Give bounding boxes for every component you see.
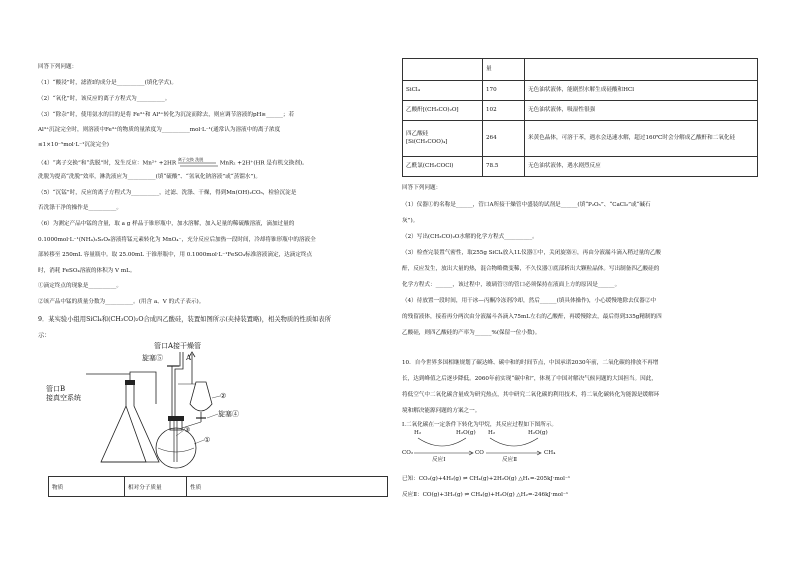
row-name: 乙酰氯(CH₃COCl) [403,157,483,177]
scheme-reaction-1: 反应Ⅰ [432,457,446,463]
question-2: （2）“氧化”时，该反应的离子方程式为__________。 [38,96,171,102]
label-1: ① [204,436,211,444]
properties-table [402,58,758,177]
row-prop: 米黄色晶体，可溶于苯，遇水会迅速水解，超过160℃时会分解成乙酸酐和二氧化硅 [525,121,758,157]
r-question-4-line1: （4）待放置一段时间，用干冰—丙酮冷冻剂冷却，然后______(填具体操作)，小心缓慢地除去仪器②中 [402,298,657,304]
scheme-h2o-1: H₂O(g) [456,430,476,436]
q4-post: MnR₂ +2H⁺(HR 是有机交换剂)。 [219,160,308,167]
row-name: SiCl₄ [403,81,483,101]
r-question-3-line3: 化学方程式：______，该过程中，玻璃管③的管口必须保持在液面上方的原因是______。 [402,282,621,288]
table-cell [403,59,483,81]
question-6-line2: 0.1000mol·L⁻¹(NH₄)₂S₂O₈溶液将锰元素转化为 MnO₄⁻，充分反应后加热一段时间，冷却将锥形瓶中的溶液全 [38,237,316,243]
r-question-4-line3: 乙酸硅，则四乙酸硅的产率为______%(保留一位小数)。 [402,330,541,336]
question-10-line4: 境和解决能源问题的方案之一。 [402,408,481,414]
equation-1: 已知：CO₂(g)+4H₂(g) ⇌ CH₄(g)+2H₂O(g) △H₁=-205kJ·mol⁻¹ [402,476,571,482]
question-10-line3: 将低空气中二氧化碳含量成为研究热点，其中研究二氧化碳的利用技术，将二氧化碳转化为能源是缓解环 [402,392,660,398]
question-9-line1: 9．某实验小组用SiCl₄和(CH₃CO)₂O合成四乙酸硅，装置如图所示(夹持装置略)，相关物质的性质如表所 [38,316,332,323]
equilibrium-arrow-icon [178,159,218,167]
col-property: 性质 [187,477,388,497]
properties-table-header [48,476,388,497]
port-a-label: 管口A接干燥管 [154,342,202,350]
question-4-line2: 洗脱为提高“洗脱”效率，淋洗液应为__________(填“硫酸”、“氢氧化钠溶液”或“蒸馏水”)。 [38,174,262,180]
r-question-3-line1: （3）检查完装置气密性，取255g SiCl₄放入1L仪器①中，关闭旋塞⑥，再由分液漏斗滴入稍过量的乙酸 [402,250,661,256]
question-3-line2: Al³⁺沉淀完全时，则溶液中Fe³⁺的物质的量浓度为__________mol·L⁻¹(通常认为溶液中的离子浓度 [38,127,281,133]
question-6-sub1: ①滴定终点的现象是__________。 [38,283,122,289]
question-9-line2: 示： [38,332,51,339]
right-intro: 回答下列问题： [402,185,442,191]
question-3-line1: （3）“除杂”时，使用氨水的目的是将 Fe³⁺和 Al³⁺转化为沉淀而除去，则应调节溶液的pH≥______；若 [38,112,295,118]
label-3: ③ [184,426,191,434]
question-6-line1: （6）为测定产品中锰的含量，取 a g 样品于锥形瓶中，加水溶解，加入足量的稀硫酸溶液，滴加过量的 [38,221,295,227]
question-6-line3: 部转移至 250mL 容量瓶中。取 25.00mL 于锥形瓶中，用 0.1000mol·L⁻¹FeSO₄标准溶液滴定，达滴定终点 [38,252,313,258]
row-prop: 无色油状液体，吸湿性很强 [525,101,758,121]
table-row [403,101,758,121]
q4-arrow-label: 离子交换 洗脱 [177,157,204,162]
vacuum-system-label: 接真空系统 [46,394,81,402]
question-5-line1: （5）“沉锰”时，反应的离子方程式为__________，过滤、洗涤、干燥，得到Mn(OH)₂CO₃，检验沉淀是 [38,190,297,196]
scheme-h2-1: H₂ [414,430,422,436]
question-10-line1: 10．自今世界多国相继规划了碳达峰、碳中和的时间节点，中国承诺2030年前，二氧化碳的排放不再增 [402,360,659,366]
r-question-1-line1: （1）仪器①的名称是______，管口A所接干燥管中盛装的试剂是______(填“P₂O₅”、“CaCl₂”或“碱石 [402,202,651,208]
question-10-part1: Ⅰ.二氧化碳在一定条件下转化为甲烷，其反应过程如下图所示。 [402,422,558,428]
label-2: ② [220,392,227,400]
left-intro: 回答下列问题： [38,64,78,70]
question-1: （1）“酸浸”时，滤渣I的成分是__________(填化学式)。 [38,80,177,86]
row-mass: 264 [483,121,525,157]
question-10-line2: 长，达到峰值之后逐步降低。2060年前实现“碳中和”，体现了中国对解决气候问题的大国担当。因此， [402,376,657,382]
table-row [403,157,758,177]
equation-2: 反应Ⅱ：CO(g)+3H₂(g) ⇌ CH₄(g)+H₂O(g) △H₂=-246kJ·mol⁻¹ [402,492,569,498]
row-mass: 78.5 [483,157,525,177]
valve-5-label: 旋塞⑤ [142,354,163,362]
question-6-line4: 时，消耗 FeSO₄溶液的体积为 V mL。 [38,268,136,274]
r-question-3-line2: 酐，反应发生，放出大量的热，混合物略微变稀，不久仪器①底部析出大颗粒晶体。写出制备四乙酸硅的 [402,266,660,272]
question-5-line2: 否洗涤干净的操作是__________。 [38,205,122,211]
scheme-h2-2: H₂ [488,430,496,436]
question-4-line1 [38,159,308,168]
port-b-label: 管口B [46,385,66,393]
r-question-1-line2: 灰”)。 [402,218,419,224]
row-name: 四乙酸硅 [Si(CH₃COO)₄] [403,121,483,157]
r-question-4-line2: 的残留液体，接着再分两次由分液漏斗各滴入75mL左右的乙酸酐，再缓慢除去，最后得到335g精制的四 [402,314,662,320]
question-6-sub2: ②该产品中锰的质量分数为__________。(用含 a、V 的式子表示)。 [38,299,205,305]
row-prop: 无色油状液体，遇水剧烈反应 [525,157,758,177]
scheme-co2: CO₂ [402,450,414,456]
reaction-scheme [402,430,572,464]
row-mass: 170 [483,81,525,101]
scheme-h2o-2: H₂O(g) [528,430,548,436]
scheme-ch4: CH₄ [544,450,556,456]
apparatus-diagram [46,344,246,470]
row-mass: 102 [483,101,525,121]
scheme-reaction-2: 反应Ⅱ [502,457,517,463]
row-prop: 无色油状液体，能剧烈水解生成硅酸和HCl [525,81,758,101]
header-mass-suffix: 量 [483,59,525,81]
table-row [403,81,758,101]
valve-4-label: 旋塞④ [218,410,239,418]
question-3-line3: ≤1×10⁻⁵mol·L⁻¹沉淀完全) [38,142,109,148]
r-question-2: （2）写出(CH₃CO)₂O水解的化学方程式__________。 [402,234,538,240]
col-molar-mass: 相对分子质量 [125,477,187,497]
q4-pre: （4）“离子交换”和“洗脱”时，发生反应：Mn²⁺ +2HR [38,160,177,167]
col-substance: 物质 [49,477,125,497]
row-name: 乙酸酐[(CH₃CO)₂O] [403,101,483,121]
right-column [402,0,758,562]
table-row [403,121,758,157]
scheme-co: CO [475,450,484,456]
letter-a-label: A [186,354,192,362]
table-cell [525,59,758,81]
